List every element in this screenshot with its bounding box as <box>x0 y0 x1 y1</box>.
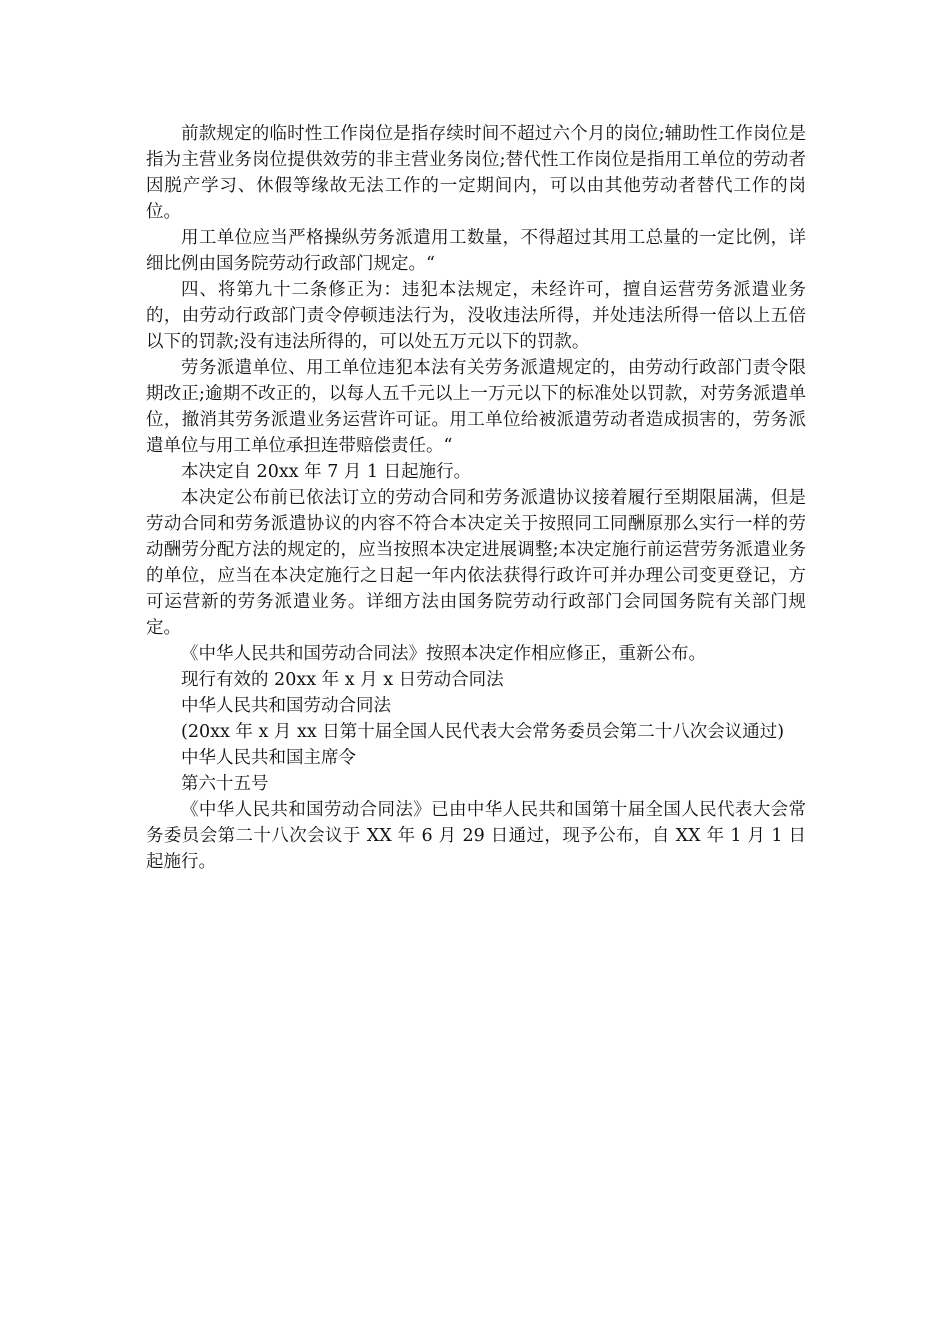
paragraph-dispatch-violations: 劳务派遣单位、用工单位违犯本法有关劳务派遣规定的，由劳动行政部门责令限期改正;逾期不改正的，以每人五千元以上一万元以下的标准处以罚款，对劳务派遣单位，撤消其劳务派遣业务运营许可证。用工单位给被派遣劳动者造成损害的，劳务派遣单位与用工单位承担连带赔偿责任。“ <box>146 358 806 456</box>
paragraph-temporary-positions: 前款规定的临时性工作岗位是指存续时间不超过六个月的岗位;辅助性工作岗位是指为主营业务岗位提供效劳的非主营业务岗位;替代性工作岗位是指用工单位的劳动者因脱产学习、休假等缘故无法工作的一定期间内，可以由其他劳动者替代工作的岗位。 <box>146 124 806 222</box>
paragraph-republication: 《中华人民共和国劳动合同法》按照本决定作相应修正，重新公布。 <box>181 644 706 664</box>
presidential-order-title: 中华人民共和国主席令 <box>181 748 356 768</box>
paragraph-article-92-amendment: 四、将第九十二条修正为：违犯本法规定，未经许可，擅自运营劳务派遣业务的，由劳动行政部门责令停顿违法行为，没收违法所得，并处违法所得一倍以上五倍以下的罚款;没有违法所得的，可以处五万元以下的罚款。 <box>146 280 806 352</box>
paragraph-effective-date: 本决定自 20xx 年 7 月 1 日起施行。 <box>181 462 472 482</box>
paragraph-current-law-heading: 现行有效的 20xx 年 x 月 x 日劳动合同法 <box>181 670 504 690</box>
law-title: 中华人民共和国劳动合同法 <box>181 696 391 716</box>
law-adoption-note: (20xx 年 x 月 xx 日第十届全国人民代表大会常务委员会第二十八次会议通过) <box>181 722 785 742</box>
paragraph-transition-rules: 本决定公布前已依法订立的劳动合同和劳务派遣协议接着履行至期限届满，但是劳动合同和劳务派遣协议的内容不符合本决定关于按照同工同酬原那么实行一样的劳动酬劳分配方法的规定的，应当按照本决定进展调整;本决定施行前运营劳务派遣业务的单位，应当在本决定施行之日起一年内依法获得行政许可并办理公司变更登记，方可运营新的劳务派遣业务。详细方法由国务院劳动行政部门会同国务院有关部门规定。 <box>146 488 806 638</box>
presidential-order-number: 第六十五号 <box>181 774 269 794</box>
paragraph-dispatch-ratio: 用工单位应当严格操纵劳务派遣用工数量，不得超过其用工总量的一定比例，详细比例由国务院劳动行政部门规定。“ <box>146 228 806 274</box>
document-body <box>146 121 806 875</box>
paragraph-promulgation: 《中华人民共和国劳动合同法》已由中华人民共和国第十届全国人民代表大会常务委员会第二十八次会议于 XX 年 6 月 29 日通过，现予公布，自 XX 年 1 月 1 日起施行。 <box>146 800 806 872</box>
